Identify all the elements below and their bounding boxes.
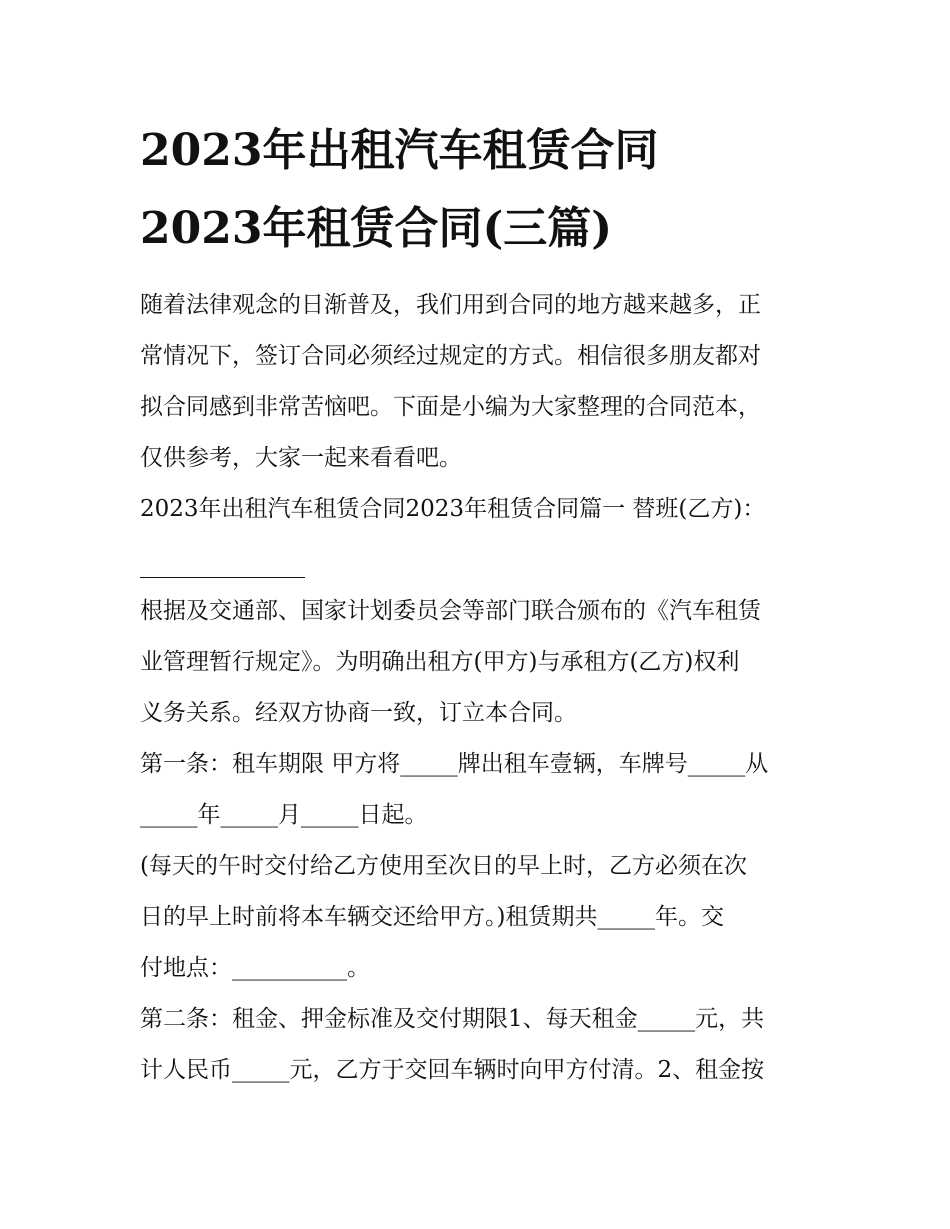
- intro-line-4: 仅供参考，大家一起来看看吧。: [140, 445, 462, 471]
- article-1-line-1: 第一条：租车期限 甲方将_____牌出租车壹辆，车牌号_____从: [140, 751, 769, 777]
- basis-line-3: 义务关系。经双方协商一致，订立本合同。: [140, 700, 577, 726]
- section-heading-line: 2023年出租汽车租赁合同2023年租赁合同篇一 替班(乙方)：: [140, 496, 766, 522]
- document-page: [140, 112, 820, 1096]
- delivery-line-1: (每天的午时交付给乙方使用至次日的早上时，乙方必须在次: [140, 853, 747, 879]
- intro-line-3: 拟合同感到非常苦恼吧。下面是小编为大家整理的合同范本，: [140, 394, 761, 420]
- article-2-line-2: 计人民币_____元，乙方于交回车辆时向甲方付清。2、租金按: [140, 1057, 765, 1083]
- intro-line-2: 常情况下，签订合同必须经过规定的方式。相信很多朋友都对: [140, 343, 761, 369]
- document-title-line-1: 2023年出租汽车租赁合同: [140, 125, 659, 176]
- basis-line-1: 根据及交通部、国家计划委员会等部门联合颁布的《汽车租赁: [140, 598, 761, 624]
- delivery-line-3: 付地点：__________。: [140, 955, 370, 981]
- document-title-line-2: 2023年租赁合同(三篇): [140, 203, 613, 254]
- intro-line-1: 随着法律观念的日渐普及，我们用到合同的地方越来越多，正: [140, 292, 761, 318]
- article-1-line-2: _____年_____月_____日起。: [140, 802, 428, 828]
- delivery-line-2: 日的早上时前将本车辆交还给甲方。)租赁期共_____年。交: [140, 904, 724, 930]
- signature-blank-line: [140, 535, 305, 586]
- basis-line-2: 业管理暂行规定》。为明确出租方(甲方)与承租方(乙方)权利: [140, 649, 740, 675]
- article-2-line-1: 第二条：租金、押金标准及交付期限1、每天租金_____元，共: [140, 1006, 765, 1032]
